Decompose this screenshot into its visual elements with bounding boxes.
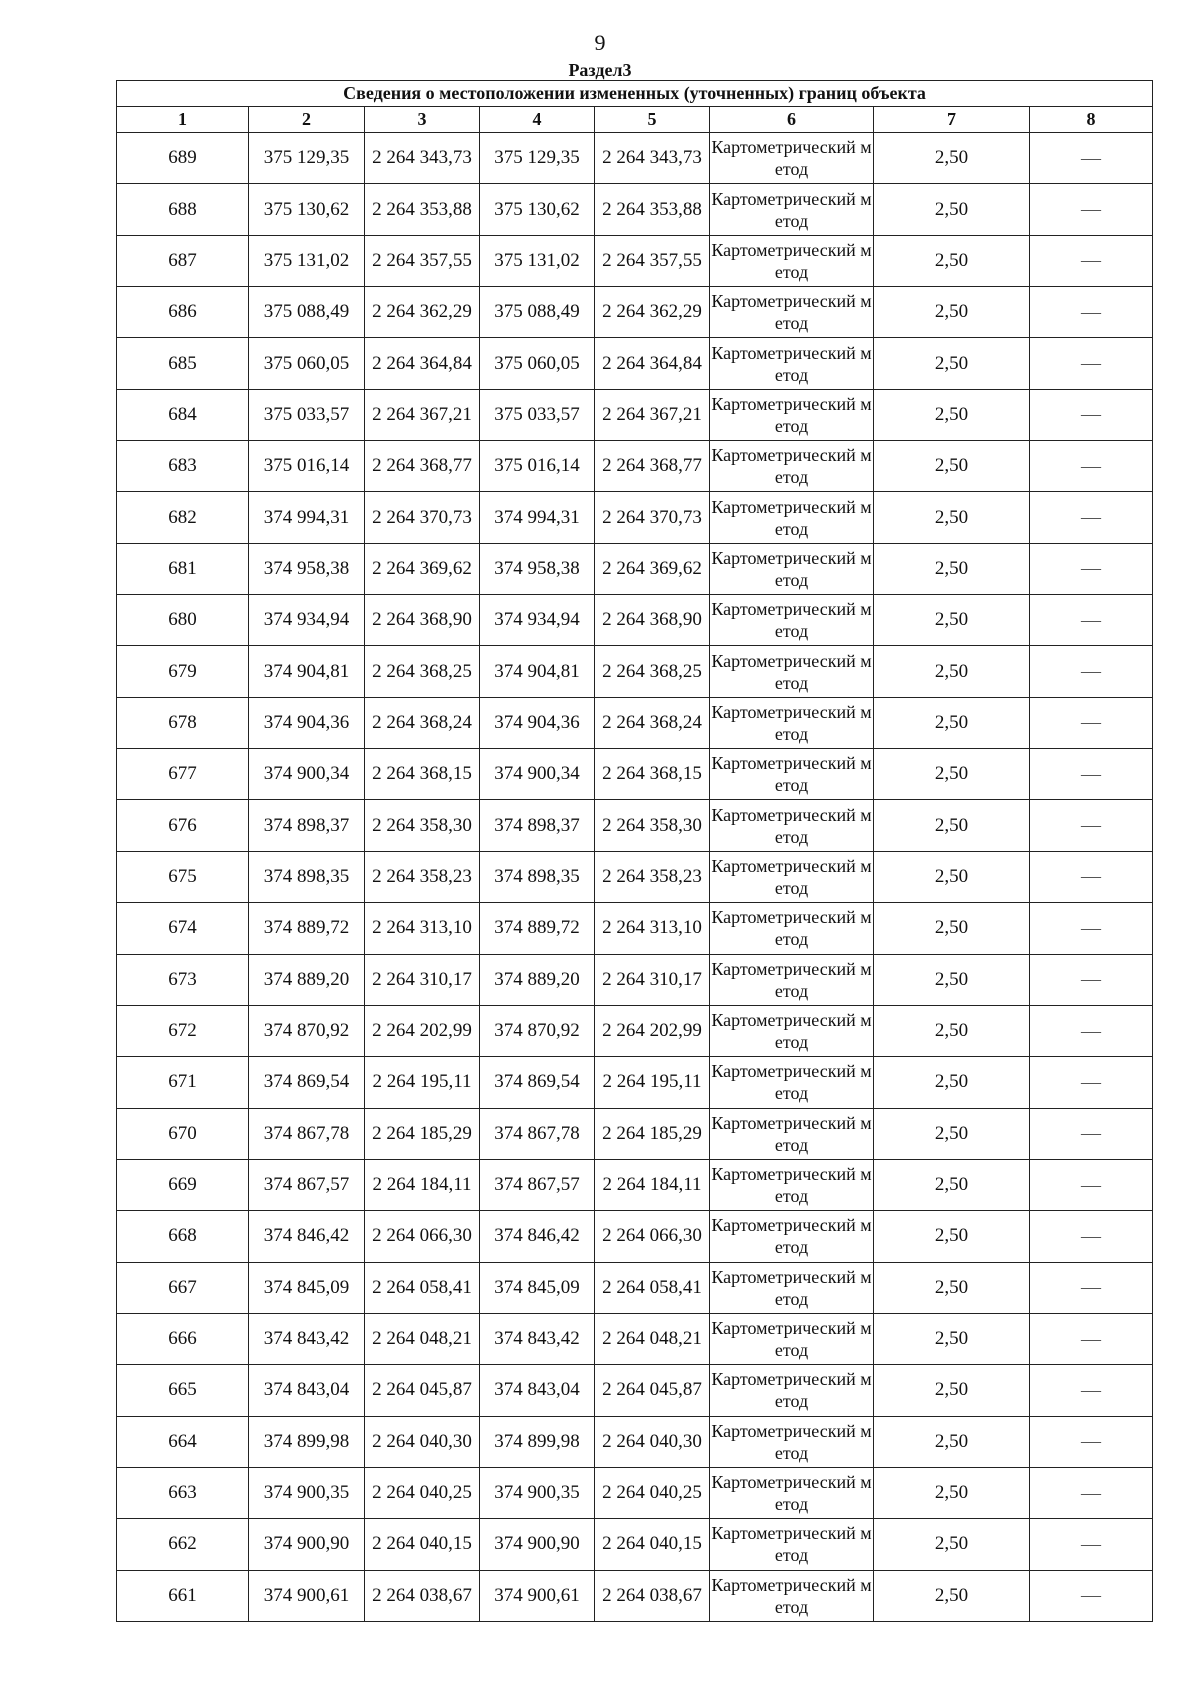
y-refined-cell: 2 264 195,11 — [595, 1057, 710, 1108]
y-refined-cell: 2 264 358,30 — [595, 800, 710, 851]
x-refined-cell: 374 900,61 — [480, 1570, 595, 1621]
column-number: 1 — [117, 107, 249, 133]
boundary-coordinates-table — [116, 80, 1153, 1622]
method-cell: Картометрический метод — [710, 1159, 874, 1210]
point-number-cell: 673 — [117, 954, 249, 1005]
description-cell: — — [1030, 338, 1153, 389]
point-number-cell: 671 — [117, 1057, 249, 1108]
description-cell: — — [1030, 1108, 1153, 1159]
y-existing-cell: 2 264 357,55 — [365, 235, 480, 286]
x-existing-cell: 374 867,57 — [249, 1159, 365, 1210]
accuracy-cell: 2,50 — [874, 1211, 1030, 1262]
table-row — [117, 800, 1153, 851]
table-row — [117, 492, 1153, 543]
x-refined-cell: 374 900,35 — [480, 1467, 595, 1518]
y-refined-cell: 2 264 368,24 — [595, 697, 710, 748]
table-row — [117, 646, 1153, 697]
y-existing-cell: 2 264 038,67 — [365, 1570, 480, 1621]
point-number-cell: 683 — [117, 441, 249, 492]
point-number-cell: 664 — [117, 1416, 249, 1467]
y-existing-cell: 2 264 370,73 — [365, 492, 480, 543]
x-refined-cell: 374 846,42 — [480, 1211, 595, 1262]
method-cell: Картометрический метод — [710, 543, 874, 594]
x-refined-cell: 374 934,94 — [480, 595, 595, 646]
accuracy-cell: 2,50 — [874, 389, 1030, 440]
description-cell: — — [1030, 1262, 1153, 1313]
table-row — [117, 1108, 1153, 1159]
table-row — [117, 903, 1153, 954]
table-row — [117, 133, 1153, 184]
table-row — [117, 851, 1153, 902]
method-cell: Картометрический метод — [710, 903, 874, 954]
accuracy-cell: 2,50 — [874, 1570, 1030, 1621]
x-existing-cell: 374 889,20 — [249, 954, 365, 1005]
y-existing-cell: 2 264 184,11 — [365, 1159, 480, 1210]
y-existing-cell: 2 264 368,25 — [365, 646, 480, 697]
x-refined-cell: 374 898,35 — [480, 851, 595, 902]
y-existing-cell: 2 264 040,30 — [365, 1416, 480, 1467]
accuracy-cell: 2,50 — [874, 595, 1030, 646]
accuracy-cell: 2,50 — [874, 184, 1030, 235]
x-existing-cell: 374 900,34 — [249, 749, 365, 800]
table-row — [117, 543, 1153, 594]
accuracy-cell: 2,50 — [874, 800, 1030, 851]
description-cell: — — [1030, 1005, 1153, 1056]
x-refined-cell: 374 900,90 — [480, 1519, 595, 1570]
x-existing-cell: 374 904,36 — [249, 697, 365, 748]
accuracy-cell: 2,50 — [874, 697, 1030, 748]
method-cell: Картометрический метод — [710, 1416, 874, 1467]
point-number-cell: 666 — [117, 1313, 249, 1364]
point-number-cell: 681 — [117, 543, 249, 594]
x-existing-cell: 374 843,04 — [249, 1365, 365, 1416]
description-cell: — — [1030, 800, 1153, 851]
x-existing-cell: 374 900,90 — [249, 1519, 365, 1570]
point-number-cell: 677 — [117, 749, 249, 800]
x-existing-cell: 375 129,35 — [249, 133, 365, 184]
x-refined-cell: 374 904,36 — [480, 697, 595, 748]
point-number-cell: 669 — [117, 1159, 249, 1210]
description-cell: — — [1030, 1313, 1153, 1364]
y-refined-cell: 2 264 066,30 — [595, 1211, 710, 1262]
x-refined-cell: 375 016,14 — [480, 441, 595, 492]
method-cell: Картометрический метод — [710, 851, 874, 902]
accuracy-cell: 2,50 — [874, 1005, 1030, 1056]
y-refined-cell: 2 264 202,99 — [595, 1005, 710, 1056]
method-cell: Картометрический метод — [710, 338, 874, 389]
accuracy-cell: 2,50 — [874, 1313, 1030, 1364]
accuracy-cell: 2,50 — [874, 851, 1030, 902]
x-refined-cell: 374 904,81 — [480, 646, 595, 697]
x-existing-cell: 374 846,42 — [249, 1211, 365, 1262]
x-refined-cell: 375 033,57 — [480, 389, 595, 440]
y-refined-cell: 2 264 058,41 — [595, 1262, 710, 1313]
x-refined-cell: 374 899,98 — [480, 1416, 595, 1467]
y-existing-cell: 2 264 368,90 — [365, 595, 480, 646]
y-existing-cell: 2 264 313,10 — [365, 903, 480, 954]
table-row — [117, 1159, 1153, 1210]
x-refined-cell: 374 994,31 — [480, 492, 595, 543]
y-refined-cell: 2 264 368,15 — [595, 749, 710, 800]
x-existing-cell: 374 900,35 — [249, 1467, 365, 1518]
description-cell: — — [1030, 1416, 1153, 1467]
x-refined-cell: 374 870,92 — [480, 1005, 595, 1056]
accuracy-cell: 2,50 — [874, 1416, 1030, 1467]
column-number: 6 — [710, 107, 874, 133]
point-number-cell: 680 — [117, 595, 249, 646]
y-existing-cell: 2 264 310,17 — [365, 954, 480, 1005]
accuracy-cell: 2,50 — [874, 338, 1030, 389]
x-existing-cell: 374 904,81 — [249, 646, 365, 697]
x-existing-cell: 374 845,09 — [249, 1262, 365, 1313]
table-row — [117, 1416, 1153, 1467]
y-refined-cell: 2 264 048,21 — [595, 1313, 710, 1364]
y-refined-cell: 2 264 353,88 — [595, 184, 710, 235]
point-number-cell: 661 — [117, 1570, 249, 1621]
y-refined-cell: 2 264 040,15 — [595, 1519, 710, 1570]
point-number-cell: 675 — [117, 851, 249, 902]
method-cell: Картометрический метод — [710, 133, 874, 184]
x-refined-cell: 374 867,57 — [480, 1159, 595, 1210]
y-existing-cell: 2 264 358,23 — [365, 851, 480, 902]
y-refined-cell: 2 264 184,11 — [595, 1159, 710, 1210]
accuracy-cell: 2,50 — [874, 1108, 1030, 1159]
table-body — [117, 133, 1153, 1622]
y-existing-cell: 2 264 343,73 — [365, 133, 480, 184]
point-number-cell: 682 — [117, 492, 249, 543]
x-existing-cell: 374 870,92 — [249, 1005, 365, 1056]
method-cell: Картометрический метод — [710, 749, 874, 800]
description-cell: — — [1030, 954, 1153, 1005]
x-refined-cell: 374 958,38 — [480, 543, 595, 594]
method-cell: Картометрический метод — [710, 1262, 874, 1313]
y-existing-cell: 2 264 358,30 — [365, 800, 480, 851]
column-number: 5 — [595, 107, 710, 133]
accuracy-cell: 2,50 — [874, 492, 1030, 543]
x-refined-cell: 374 889,20 — [480, 954, 595, 1005]
accuracy-cell: 2,50 — [874, 903, 1030, 954]
y-refined-cell: 2 264 364,84 — [595, 338, 710, 389]
y-refined-cell: 2 264 362,29 — [595, 287, 710, 338]
y-existing-cell: 2 264 040,25 — [365, 1467, 480, 1518]
description-cell: — — [1030, 1365, 1153, 1416]
method-cell: Картометрический метод — [710, 1313, 874, 1364]
table-row — [117, 1262, 1153, 1313]
table-row — [117, 1057, 1153, 1108]
table-caption: Сведения о местоположении измененных (уточненных) границ объекта — [117, 81, 1153, 107]
y-refined-cell: 2 264 185,29 — [595, 1108, 710, 1159]
y-existing-cell: 2 264 369,62 — [365, 543, 480, 594]
point-number-cell: 665 — [117, 1365, 249, 1416]
description-cell: — — [1030, 851, 1153, 902]
method-cell: Картометрический метод — [710, 697, 874, 748]
x-existing-cell: 375 016,14 — [249, 441, 365, 492]
accuracy-cell: 2,50 — [874, 1467, 1030, 1518]
y-refined-cell: 2 264 368,77 — [595, 441, 710, 492]
method-cell: Картометрический метод — [710, 184, 874, 235]
method-cell: Картометрический метод — [710, 800, 874, 851]
method-cell: Картометрический метод — [710, 1005, 874, 1056]
accuracy-cell: 2,50 — [874, 1057, 1030, 1108]
table-row — [117, 954, 1153, 1005]
method-cell: Картометрический метод — [710, 1519, 874, 1570]
y-refined-cell: 2 264 357,55 — [595, 235, 710, 286]
description-cell: — — [1030, 1570, 1153, 1621]
accuracy-cell: 2,50 — [874, 287, 1030, 338]
accuracy-cell: 2,50 — [874, 441, 1030, 492]
x-existing-cell: 375 060,05 — [249, 338, 365, 389]
point-number-cell: 684 — [117, 389, 249, 440]
y-refined-cell: 2 264 040,30 — [595, 1416, 710, 1467]
method-cell: Картометрический метод — [710, 1211, 874, 1262]
point-number-cell: 688 — [117, 184, 249, 235]
column-number: 3 — [365, 107, 480, 133]
x-existing-cell: 374 958,38 — [249, 543, 365, 594]
point-number-cell: 687 — [117, 235, 249, 286]
method-cell: Картометрический метод — [710, 441, 874, 492]
y-existing-cell: 2 264 368,77 — [365, 441, 480, 492]
y-existing-cell: 2 264 362,29 — [365, 287, 480, 338]
point-number-cell: 670 — [117, 1108, 249, 1159]
table-row — [117, 1519, 1153, 1570]
y-refined-cell: 2 264 045,87 — [595, 1365, 710, 1416]
description-cell: — — [1030, 595, 1153, 646]
y-existing-cell: 2 264 368,15 — [365, 749, 480, 800]
y-refined-cell: 2 264 343,73 — [595, 133, 710, 184]
description-cell: — — [1030, 543, 1153, 594]
method-cell: Картометрический метод — [710, 1365, 874, 1416]
x-existing-cell: 374 994,31 — [249, 492, 365, 543]
x-refined-cell: 374 898,37 — [480, 800, 595, 851]
y-refined-cell: 2 264 313,10 — [595, 903, 710, 954]
method-cell: Картометрический метод — [710, 646, 874, 697]
page-number: 9 — [594, 30, 606, 55]
point-number-cell: 662 — [117, 1519, 249, 1570]
x-refined-cell: 374 869,54 — [480, 1057, 595, 1108]
column-number: 2 — [249, 107, 365, 133]
x-existing-cell: 375 033,57 — [249, 389, 365, 440]
x-refined-cell: 374 845,09 — [480, 1262, 595, 1313]
y-refined-cell: 2 264 040,25 — [595, 1467, 710, 1518]
y-existing-cell: 2 264 195,11 — [365, 1057, 480, 1108]
y-refined-cell: 2 264 368,90 — [595, 595, 710, 646]
point-number-cell: 678 — [117, 697, 249, 748]
x-refined-cell: 375 130,62 — [480, 184, 595, 235]
y-existing-cell: 2 264 367,21 — [365, 389, 480, 440]
description-cell: — — [1030, 1467, 1153, 1518]
accuracy-cell: 2,50 — [874, 1519, 1030, 1570]
y-existing-cell: 2 264 364,84 — [365, 338, 480, 389]
method-cell: Картометрический метод — [710, 492, 874, 543]
description-cell: — — [1030, 1057, 1153, 1108]
x-existing-cell: 374 867,78 — [249, 1108, 365, 1159]
table-row — [117, 184, 1153, 235]
description-cell: — — [1030, 184, 1153, 235]
description-cell: — — [1030, 441, 1153, 492]
table-row — [117, 389, 1153, 440]
point-number-cell: 667 — [117, 1262, 249, 1313]
accuracy-cell: 2,50 — [874, 954, 1030, 1005]
x-existing-cell: 374 898,37 — [249, 800, 365, 851]
x-existing-cell: 375 131,02 — [249, 235, 365, 286]
y-existing-cell: 2 264 066,30 — [365, 1211, 480, 1262]
method-cell: Картометрический метод — [710, 1108, 874, 1159]
y-existing-cell: 2 264 048,21 — [365, 1313, 480, 1364]
point-number-cell: 676 — [117, 800, 249, 851]
x-existing-cell: 374 898,35 — [249, 851, 365, 902]
method-cell: Картометрический метод — [710, 1467, 874, 1518]
x-existing-cell: 374 869,54 — [249, 1057, 365, 1108]
y-existing-cell: 2 264 368,24 — [365, 697, 480, 748]
column-number-row — [117, 107, 1153, 133]
accuracy-cell: 2,50 — [874, 1159, 1030, 1210]
accuracy-cell: 2,50 — [874, 133, 1030, 184]
table-row — [117, 441, 1153, 492]
accuracy-cell: 2,50 — [874, 1262, 1030, 1313]
y-existing-cell: 2 264 058,41 — [365, 1262, 480, 1313]
table-row — [117, 287, 1153, 338]
x-existing-cell: 374 899,98 — [249, 1416, 365, 1467]
y-refined-cell: 2 264 370,73 — [595, 492, 710, 543]
table-row — [117, 338, 1153, 389]
accuracy-cell: 2,50 — [874, 235, 1030, 286]
description-cell: — — [1030, 235, 1153, 286]
x-refined-cell: 374 889,72 — [480, 903, 595, 954]
table-row — [117, 749, 1153, 800]
y-refined-cell: 2 264 367,21 — [595, 389, 710, 440]
y-existing-cell: 2 264 185,29 — [365, 1108, 480, 1159]
table-row — [117, 697, 1153, 748]
accuracy-cell: 2,50 — [874, 646, 1030, 697]
point-number-cell: 689 — [117, 133, 249, 184]
y-existing-cell: 2 264 040,15 — [365, 1519, 480, 1570]
x-refined-cell: 374 843,42 — [480, 1313, 595, 1364]
point-number-cell: 686 — [117, 287, 249, 338]
method-cell: Картометрический метод — [710, 1570, 874, 1621]
x-existing-cell: 374 843,42 — [249, 1313, 365, 1364]
point-number-cell: 685 — [117, 338, 249, 389]
x-refined-cell: 374 867,78 — [480, 1108, 595, 1159]
table-row — [117, 1313, 1153, 1364]
point-number-cell: 672 — [117, 1005, 249, 1056]
y-refined-cell: 2 264 368,25 — [595, 646, 710, 697]
x-existing-cell: 374 900,61 — [249, 1570, 365, 1621]
x-existing-cell: 375 088,49 — [249, 287, 365, 338]
description-cell: — — [1030, 697, 1153, 748]
column-number: 7 — [874, 107, 1030, 133]
method-cell: Картометрический метод — [710, 954, 874, 1005]
method-cell: Картометрический метод — [710, 595, 874, 646]
description-cell: — — [1030, 389, 1153, 440]
column-number: 4 — [480, 107, 595, 133]
method-cell: Картометрический метод — [710, 389, 874, 440]
description-cell: — — [1030, 646, 1153, 697]
description-cell: — — [1030, 133, 1153, 184]
x-refined-cell: 375 088,49 — [480, 287, 595, 338]
accuracy-cell: 2,50 — [874, 543, 1030, 594]
accuracy-cell: 2,50 — [874, 1365, 1030, 1416]
table-row — [117, 1467, 1153, 1518]
x-refined-cell: 375 131,02 — [480, 235, 595, 286]
y-refined-cell: 2 264 038,67 — [595, 1570, 710, 1621]
point-number-cell: 679 — [117, 646, 249, 697]
table-row — [117, 595, 1153, 646]
description-cell: — — [1030, 1159, 1153, 1210]
point-number-cell: 663 — [117, 1467, 249, 1518]
x-refined-cell: 375 129,35 — [480, 133, 595, 184]
y-refined-cell: 2 264 310,17 — [595, 954, 710, 1005]
x-refined-cell: 375 060,05 — [480, 338, 595, 389]
y-existing-cell: 2 264 202,99 — [365, 1005, 480, 1056]
description-cell: — — [1030, 1519, 1153, 1570]
x-refined-cell: 374 900,34 — [480, 749, 595, 800]
point-number-cell: 674 — [117, 903, 249, 954]
description-cell: — — [1030, 1211, 1153, 1262]
method-cell: Картометрический метод — [710, 235, 874, 286]
x-existing-cell: 375 130,62 — [249, 184, 365, 235]
description-cell: — — [1030, 287, 1153, 338]
table-row — [117, 1570, 1153, 1621]
table-row — [117, 1005, 1153, 1056]
x-existing-cell: 374 889,72 — [249, 903, 365, 954]
point-number-cell: 668 — [117, 1211, 249, 1262]
x-existing-cell: 374 934,94 — [249, 595, 365, 646]
y-refined-cell: 2 264 369,62 — [595, 543, 710, 594]
y-existing-cell: 2 264 045,87 — [365, 1365, 480, 1416]
table-row — [117, 1365, 1153, 1416]
section-title: Раздел3 — [568, 60, 632, 80]
y-refined-cell: 2 264 358,23 — [595, 851, 710, 902]
description-cell: — — [1030, 749, 1153, 800]
column-number: 8 — [1030, 107, 1153, 133]
method-cell: Картометрический метод — [710, 1057, 874, 1108]
x-refined-cell: 374 843,04 — [480, 1365, 595, 1416]
description-cell: — — [1030, 492, 1153, 543]
table-row — [117, 1211, 1153, 1262]
table-row — [117, 235, 1153, 286]
description-cell: — — [1030, 903, 1153, 954]
method-cell: Картометрический метод — [710, 287, 874, 338]
y-existing-cell: 2 264 353,88 — [365, 184, 480, 235]
accuracy-cell: 2,50 — [874, 749, 1030, 800]
